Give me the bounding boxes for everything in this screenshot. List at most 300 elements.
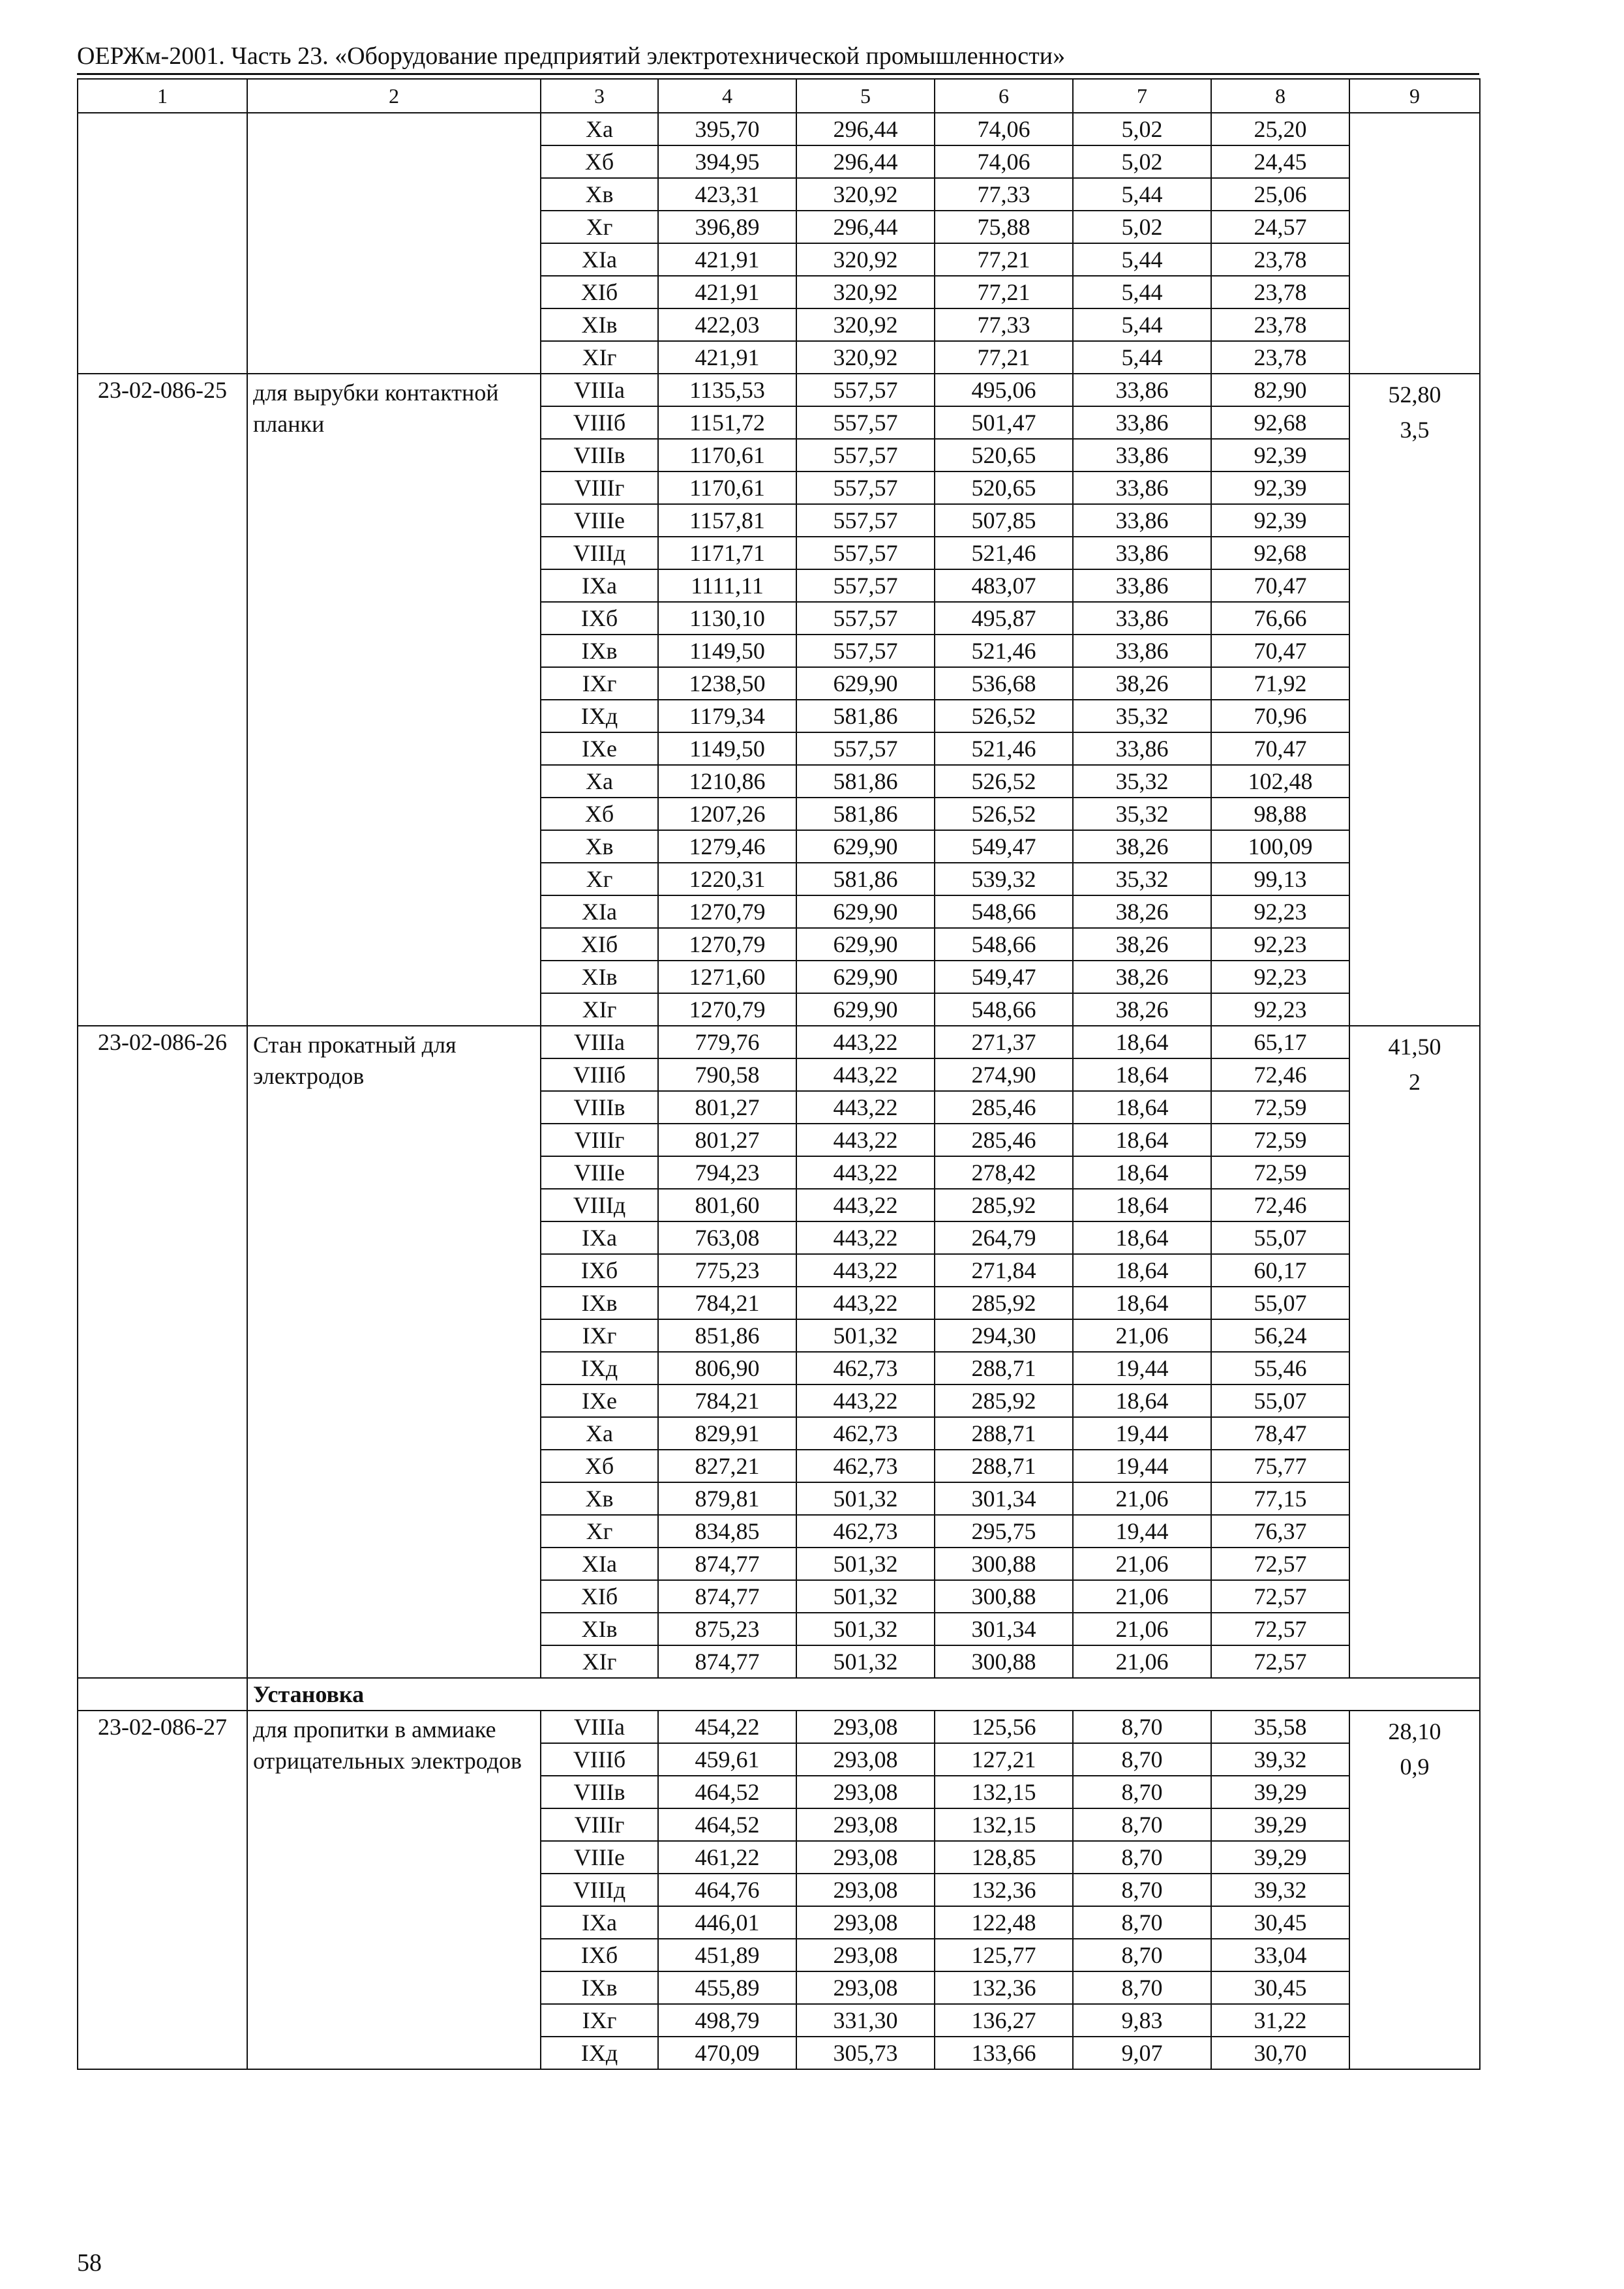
cost-6-cell: 548,66: [935, 928, 1073, 961]
cost-5-cell: 629,90: [796, 928, 935, 961]
cost-5-cell: 293,08: [796, 1743, 935, 1776]
cost-5-cell: 443,22: [796, 1189, 935, 1221]
zone-cell: Xa: [541, 1417, 658, 1450]
column-number: 3: [541, 79, 658, 113]
column-number: 5: [796, 79, 935, 113]
cost-5-cell: 443,22: [796, 1058, 935, 1091]
cost-8-cell: 25,06: [1211, 178, 1349, 211]
zone-cell: VIIIг: [541, 471, 658, 504]
cost-7-cell: 8,70: [1073, 1743, 1211, 1776]
column-number: 1: [78, 79, 247, 113]
cost-7-cell: 35,32: [1073, 765, 1211, 798]
cost-7-cell: 33,86: [1073, 537, 1211, 569]
cost-8-cell: 25,20: [1211, 113, 1349, 145]
cost-4-cell: 875,23: [658, 1613, 796, 1645]
zone-cell: VIIIв: [541, 1091, 658, 1124]
cost-7-cell: 18,64: [1073, 1254, 1211, 1287]
cost-4-cell: 423,31: [658, 178, 796, 211]
cost-6-cell: 77,33: [935, 178, 1073, 211]
zone-cell: IXв: [541, 1287, 658, 1319]
cost-4-cell: 874,77: [658, 1548, 796, 1580]
cost-8-cell: 60,17: [1211, 1254, 1349, 1287]
cost-8-cell: 39,32: [1211, 1874, 1349, 1906]
cost-4-cell: 421,91: [658, 276, 796, 308]
cost-8-cell: 55,07: [1211, 1384, 1349, 1417]
zone-cell: VIIIд: [541, 537, 658, 569]
col9-cell: [1349, 113, 1480, 374]
zone-cell: XIa: [541, 1548, 658, 1580]
cost-6-cell: 295,75: [935, 1515, 1073, 1548]
cost-4-cell: 422,03: [658, 308, 796, 341]
cost-5-cell: 501,32: [796, 1645, 935, 1678]
cost-8-cell: 39,29: [1211, 1808, 1349, 1841]
cost-5-cell: 557,57: [796, 406, 935, 439]
cost-4-cell: 806,90: [658, 1352, 796, 1384]
cost-6-cell: 521,46: [935, 635, 1073, 667]
cost-6-cell: 300,88: [935, 1645, 1073, 1678]
cost-5-cell: 629,90: [796, 830, 935, 863]
cost-4-cell: 779,76: [658, 1026, 796, 1058]
cost-4-cell: 454,22: [658, 1711, 796, 1743]
cost-8-cell: 75,77: [1211, 1450, 1349, 1482]
cost-6-cell: 520,65: [935, 471, 1073, 504]
zone-cell: IXд: [541, 1352, 658, 1384]
cost-5-cell: 293,08: [796, 1874, 935, 1906]
cost-7-cell: 18,64: [1073, 1058, 1211, 1091]
cost-7-cell: 5,02: [1073, 113, 1211, 145]
cost-5-cell: 293,08: [796, 1808, 935, 1841]
cost-8-cell: 72,59: [1211, 1156, 1349, 1189]
cost-6-cell: 495,06: [935, 374, 1073, 406]
zone-cell: Xa: [541, 113, 658, 145]
cost-6-cell: 285,46: [935, 1091, 1073, 1124]
item-name: для вырубки контактной планки: [247, 374, 541, 1026]
cost-6-cell: 526,52: [935, 765, 1073, 798]
cost-6-cell: 495,87: [935, 602, 1073, 635]
cost-4-cell: 1270,79: [658, 895, 796, 928]
cost-6-cell: 132,36: [935, 1971, 1073, 2004]
cost-7-cell: 21,06: [1073, 1482, 1211, 1515]
cost-4-cell: 1270,79: [658, 928, 796, 961]
item-name: для пропитки в аммиаке отрицательных электродов: [247, 1711, 541, 2069]
cost-8-cell: 92,68: [1211, 537, 1349, 569]
cost-8-cell: 92,39: [1211, 504, 1349, 537]
cost-4-cell: 1151,72: [658, 406, 796, 439]
zone-cell: VIIIв: [541, 1776, 658, 1808]
table-row: [78, 1711, 1480, 1743]
cost-5-cell: 296,44: [796, 145, 935, 178]
cost-6-cell: 285,92: [935, 1287, 1073, 1319]
zone-cell: Xг: [541, 1515, 658, 1548]
cost-7-cell: 33,86: [1073, 471, 1211, 504]
cost-4-cell: 1111,11: [658, 569, 796, 602]
cost-4-cell: 464,52: [658, 1808, 796, 1841]
cost-8-cell: 92,68: [1211, 406, 1349, 439]
zone-cell: Xг: [541, 863, 658, 895]
cost-7-cell: 8,70: [1073, 1971, 1211, 2004]
cost-6-cell: 128,85: [935, 1841, 1073, 1874]
cost-7-cell: 9,07: [1073, 2037, 1211, 2069]
cost-8-cell: 70,47: [1211, 635, 1349, 667]
zone-cell: Xб: [541, 798, 658, 830]
cost-7-cell: 19,44: [1073, 1450, 1211, 1482]
cost-8-cell: 72,46: [1211, 1189, 1349, 1221]
zone-cell: IXб: [541, 1254, 658, 1287]
cost-7-cell: 38,26: [1073, 895, 1211, 928]
cost-5-cell: 581,86: [796, 798, 935, 830]
cost-8-cell: 72,57: [1211, 1580, 1349, 1613]
cost-8-cell: 30,70: [1211, 2037, 1349, 2069]
zone-cell: VIIIб: [541, 1058, 658, 1091]
zone-cell: XIa: [541, 243, 658, 276]
cost-8-cell: 72,59: [1211, 1124, 1349, 1156]
cost-7-cell: 19,44: [1073, 1515, 1211, 1548]
section-empty-cell: [78, 1678, 247, 1711]
zone-cell: VIIIa: [541, 1711, 658, 1743]
zone-cell: VIIIa: [541, 1026, 658, 1058]
cost-5-cell: 557,57: [796, 569, 935, 602]
cost-7-cell: 8,70: [1073, 1939, 1211, 1971]
cost-5-cell: 629,90: [796, 667, 935, 700]
cost-6-cell: 536,68: [935, 667, 1073, 700]
cost-4-cell: 775,23: [658, 1254, 796, 1287]
cost-8-cell: 55,07: [1211, 1287, 1349, 1319]
cost-7-cell: 33,86: [1073, 732, 1211, 765]
cost-7-cell: 5,44: [1073, 308, 1211, 341]
column-number: 6: [935, 79, 1073, 113]
cost-7-cell: 8,70: [1073, 1776, 1211, 1808]
cost-7-cell: 21,06: [1073, 1580, 1211, 1613]
cost-8-cell: 24,45: [1211, 145, 1349, 178]
cost-4-cell: 1279,46: [658, 830, 796, 863]
cost-4-cell: 470,09: [658, 2037, 796, 2069]
item-name: Стан прокатный для электродов: [247, 1026, 541, 1678]
cost-8-cell: 39,32: [1211, 1743, 1349, 1776]
zone-cell: VIIIд: [541, 1189, 658, 1221]
cost-8-cell: 39,29: [1211, 1776, 1349, 1808]
table-body: [78, 79, 1480, 2069]
zone-cell: IXe: [541, 732, 658, 765]
cost-4-cell: 1220,31: [658, 863, 796, 895]
cost-6-cell: 285,92: [935, 1189, 1073, 1221]
zone-cell: XIг: [541, 1645, 658, 1678]
cost-4-cell: 801,60: [658, 1189, 796, 1221]
cost-4-cell: 790,58: [658, 1058, 796, 1091]
cost-5-cell: 293,08: [796, 1939, 935, 1971]
cost-6-cell: 271,84: [935, 1254, 1073, 1287]
zone-cell: VIIIa: [541, 374, 658, 406]
zone-cell: XIв: [541, 308, 658, 341]
cost-7-cell: 5,44: [1073, 276, 1211, 308]
cost-4-cell: 1207,26: [658, 798, 796, 830]
cost-6-cell: 77,21: [935, 341, 1073, 374]
cost-7-cell: 21,06: [1073, 1645, 1211, 1678]
zone-cell: IXa: [541, 1906, 658, 1939]
cost-6-cell: 288,71: [935, 1417, 1073, 1450]
cost-4-cell: 784,21: [658, 1287, 796, 1319]
cost-7-cell: 8,70: [1073, 1711, 1211, 1743]
cost-7-cell: 33,86: [1073, 406, 1211, 439]
cost-5-cell: 293,08: [796, 1971, 935, 2004]
cost-6-cell: 301,34: [935, 1482, 1073, 1515]
cost-4-cell: 459,61: [658, 1743, 796, 1776]
cost-8-cell: 70,47: [1211, 732, 1349, 765]
zone-cell: XIв: [541, 1613, 658, 1645]
cost-5-cell: 462,73: [796, 1515, 935, 1548]
cost-5-cell: 320,92: [796, 308, 935, 341]
cost-7-cell: 38,26: [1073, 830, 1211, 863]
cost-8-cell: 92,39: [1211, 471, 1349, 504]
cost-5-cell: 501,32: [796, 1613, 935, 1645]
cost-4-cell: 498,79: [658, 2004, 796, 2037]
cost-8-cell: 71,92: [1211, 667, 1349, 700]
cost-7-cell: 18,64: [1073, 1091, 1211, 1124]
cost-4-cell: 763,08: [658, 1221, 796, 1254]
cost-8-cell: 92,23: [1211, 928, 1349, 961]
cost-6-cell: 521,46: [935, 732, 1073, 765]
cost-7-cell: 38,26: [1073, 993, 1211, 1026]
cost-7-cell: 33,86: [1073, 374, 1211, 406]
cost-4-cell: 1170,61: [658, 471, 796, 504]
cost-5-cell: 557,57: [796, 504, 935, 537]
cost-7-cell: 33,86: [1073, 439, 1211, 471]
cost-7-cell: 19,44: [1073, 1417, 1211, 1450]
cost-5-cell: 581,86: [796, 863, 935, 895]
cost-8-cell: 82,90: [1211, 374, 1349, 406]
cost-4-cell: 455,89: [658, 1971, 796, 2004]
zone-cell: VIIIг: [541, 1124, 658, 1156]
col9-cell: [1349, 1711, 1480, 2069]
cost-4-cell: 421,91: [658, 341, 796, 374]
cost-8-cell: 72,57: [1211, 1548, 1349, 1580]
cost-6-cell: 77,21: [935, 243, 1073, 276]
cost-8-cell: 55,46: [1211, 1352, 1349, 1384]
zone-cell: VIIIe: [541, 1156, 658, 1189]
cost-6-cell: 264,79: [935, 1221, 1073, 1254]
cost-5-cell: 462,73: [796, 1417, 935, 1450]
zone-cell: Xв: [541, 1482, 658, 1515]
zone-cell: Xв: [541, 830, 658, 863]
cost-6-cell: 132,15: [935, 1776, 1073, 1808]
cost-4-cell: 834,85: [658, 1515, 796, 1548]
cost-7-cell: 38,26: [1073, 667, 1211, 700]
cost-7-cell: 38,26: [1073, 961, 1211, 993]
cost-4-cell: 851,86: [658, 1319, 796, 1352]
cost-6-cell: 274,90: [935, 1058, 1073, 1091]
zone-cell: IXв: [541, 635, 658, 667]
cost-4-cell: 396,89: [658, 211, 796, 243]
cost-7-cell: 35,32: [1073, 798, 1211, 830]
cost-8-cell: 76,37: [1211, 1515, 1349, 1548]
cost-5-cell: 557,57: [796, 439, 935, 471]
cost-6-cell: 125,77: [935, 1939, 1073, 1971]
cost-6-cell: 301,34: [935, 1613, 1073, 1645]
cost-8-cell: 23,78: [1211, 308, 1349, 341]
cost-5-cell: 501,32: [796, 1319, 935, 1352]
col9-value: 28,10: [1388, 1718, 1441, 1744]
cost-5-cell: 443,22: [796, 1026, 935, 1058]
cost-8-cell: 72,57: [1211, 1645, 1349, 1678]
header-rule: [77, 73, 1479, 75]
cost-5-cell: 331,30: [796, 2004, 935, 2037]
cost-5-cell: 320,92: [796, 276, 935, 308]
cost-8-cell: 70,47: [1211, 569, 1349, 602]
col9-cell: [1349, 1026, 1480, 1678]
cost-4-cell: 801,27: [658, 1124, 796, 1156]
cost-7-cell: 18,64: [1073, 1189, 1211, 1221]
cost-8-cell: 56,24: [1211, 1319, 1349, 1352]
cost-5-cell: 305,73: [796, 2037, 935, 2069]
cost-6-cell: 285,46: [935, 1124, 1073, 1156]
zone-cell: Xб: [541, 145, 658, 178]
cost-8-cell: 70,96: [1211, 700, 1349, 732]
cost-8-cell: 55,07: [1211, 1221, 1349, 1254]
cost-5-cell: 557,57: [796, 537, 935, 569]
column-number: 8: [1211, 79, 1349, 113]
cost-8-cell: 30,45: [1211, 1906, 1349, 1939]
cost-4-cell: 829,91: [658, 1417, 796, 1450]
cost-5-cell: 296,44: [796, 211, 935, 243]
cost-4-cell: 464,76: [658, 1874, 796, 1906]
cost-8-cell: 102,48: [1211, 765, 1349, 798]
cost-7-cell: 21,06: [1073, 1613, 1211, 1645]
cost-7-cell: 18,64: [1073, 1221, 1211, 1254]
cost-6-cell: 549,47: [935, 830, 1073, 863]
cost-5-cell: 557,57: [796, 374, 935, 406]
zone-cell: VIIIб: [541, 406, 658, 439]
cost-6-cell: 549,47: [935, 961, 1073, 993]
cost-7-cell: 38,26: [1073, 928, 1211, 961]
zone-cell: VIIIг: [541, 1808, 658, 1841]
cost-8-cell: 23,78: [1211, 276, 1349, 308]
cost-7-cell: 33,86: [1073, 635, 1211, 667]
zone-cell: XIв: [541, 961, 658, 993]
cost-8-cell: 31,22: [1211, 2004, 1349, 2037]
section-row: [78, 1678, 1480, 1711]
table-row: [78, 374, 1480, 406]
zone-cell: IXд: [541, 700, 658, 732]
cost-7-cell: 35,32: [1073, 863, 1211, 895]
cost-5-cell: 320,92: [796, 178, 935, 211]
cost-6-cell: 526,52: [935, 700, 1073, 732]
cost-6-cell: 127,21: [935, 1743, 1073, 1776]
cost-4-cell: 801,27: [658, 1091, 796, 1124]
zone-cell: VIIIe: [541, 504, 658, 537]
cost-7-cell: 18,64: [1073, 1124, 1211, 1156]
cost-7-cell: 5,44: [1073, 243, 1211, 276]
zone-cell: IXг: [541, 1319, 658, 1352]
cost-6-cell: 125,56: [935, 1711, 1073, 1743]
cost-8-cell: 72,57: [1211, 1613, 1349, 1645]
cost-6-cell: 521,46: [935, 537, 1073, 569]
col9-cell: [1349, 374, 1480, 1026]
cost-4-cell: 1130,10: [658, 602, 796, 635]
cost-6-cell: 74,06: [935, 113, 1073, 145]
cost-4-cell: 1157,81: [658, 504, 796, 537]
col9-value: 41,50: [1388, 1034, 1441, 1060]
cost-6-cell: 526,52: [935, 798, 1073, 830]
cost-4-cell: 1270,79: [658, 993, 796, 1026]
col9-value: 2: [1409, 1069, 1421, 1095]
cost-8-cell: 65,17: [1211, 1026, 1349, 1058]
cost-4-cell: 395,70: [658, 113, 796, 145]
cost-5-cell: 629,90: [796, 895, 935, 928]
zone-cell: IXб: [541, 602, 658, 635]
cost-8-cell: 72,46: [1211, 1058, 1349, 1091]
zone-cell: XIa: [541, 895, 658, 928]
cost-4-cell: 1149,50: [658, 635, 796, 667]
cost-8-cell: 23,78: [1211, 243, 1349, 276]
cost-8-cell: 72,59: [1211, 1091, 1349, 1124]
cost-6-cell: 75,88: [935, 211, 1073, 243]
cost-6-cell: 548,66: [935, 993, 1073, 1026]
cost-8-cell: 78,47: [1211, 1417, 1349, 1450]
cost-8-cell: 92,23: [1211, 993, 1349, 1026]
cost-6-cell: 288,71: [935, 1352, 1073, 1384]
cost-6-cell: 77,33: [935, 308, 1073, 341]
cost-8-cell: 33,04: [1211, 1939, 1349, 1971]
cost-7-cell: 21,06: [1073, 1319, 1211, 1352]
item-code: [78, 113, 247, 374]
item-code: 23-02-086-26: [78, 1026, 247, 1678]
cost-7-cell: 9,83: [1073, 2004, 1211, 2037]
cost-5-cell: 320,92: [796, 341, 935, 374]
cost-6-cell: 74,06: [935, 145, 1073, 178]
cost-5-cell: 320,92: [796, 243, 935, 276]
zone-cell: VIIIe: [541, 1841, 658, 1874]
cost-8-cell: 92,39: [1211, 439, 1349, 471]
cost-5-cell: 443,22: [796, 1156, 935, 1189]
cost-5-cell: 501,32: [796, 1482, 935, 1515]
price-table: [77, 78, 1481, 2070]
cost-4-cell: 464,52: [658, 1776, 796, 1808]
cost-5-cell: 557,57: [796, 471, 935, 504]
zone-cell: XIг: [541, 993, 658, 1026]
zone-cell: IXг: [541, 667, 658, 700]
cost-5-cell: 462,73: [796, 1450, 935, 1482]
cost-8-cell: 99,13: [1211, 863, 1349, 895]
cost-8-cell: 30,45: [1211, 1971, 1349, 2004]
col9-value: 52,80: [1388, 382, 1441, 408]
zone-cell: VIIIв: [541, 439, 658, 471]
cost-5-cell: 443,22: [796, 1124, 935, 1156]
cost-6-cell: 501,47: [935, 406, 1073, 439]
cost-6-cell: 285,92: [935, 1384, 1073, 1417]
cost-5-cell: 629,90: [796, 993, 935, 1026]
cost-5-cell: 557,57: [796, 602, 935, 635]
cost-7-cell: 33,86: [1073, 569, 1211, 602]
zone-cell: IXд: [541, 2037, 658, 2069]
page-number: 58: [77, 2249, 102, 2277]
cost-4-cell: 827,21: [658, 1450, 796, 1482]
cost-7-cell: 33,86: [1073, 504, 1211, 537]
cost-4-cell: 874,77: [658, 1580, 796, 1613]
cost-7-cell: 18,64: [1073, 1287, 1211, 1319]
cost-4-cell: 1171,71: [658, 537, 796, 569]
cost-4-cell: 1135,53: [658, 374, 796, 406]
cost-7-cell: 18,64: [1073, 1384, 1211, 1417]
cost-7-cell: 5,02: [1073, 145, 1211, 178]
cost-6-cell: 278,42: [935, 1156, 1073, 1189]
cost-4-cell: 461,22: [658, 1841, 796, 1874]
cost-4-cell: 451,89: [658, 1939, 796, 1971]
cost-4-cell: 784,21: [658, 1384, 796, 1417]
cost-5-cell: 443,22: [796, 1384, 935, 1417]
cost-5-cell: 293,08: [796, 1776, 935, 1808]
zone-cell: IXб: [541, 1939, 658, 1971]
cost-4-cell: 1179,34: [658, 700, 796, 732]
column-number: 2: [247, 79, 541, 113]
